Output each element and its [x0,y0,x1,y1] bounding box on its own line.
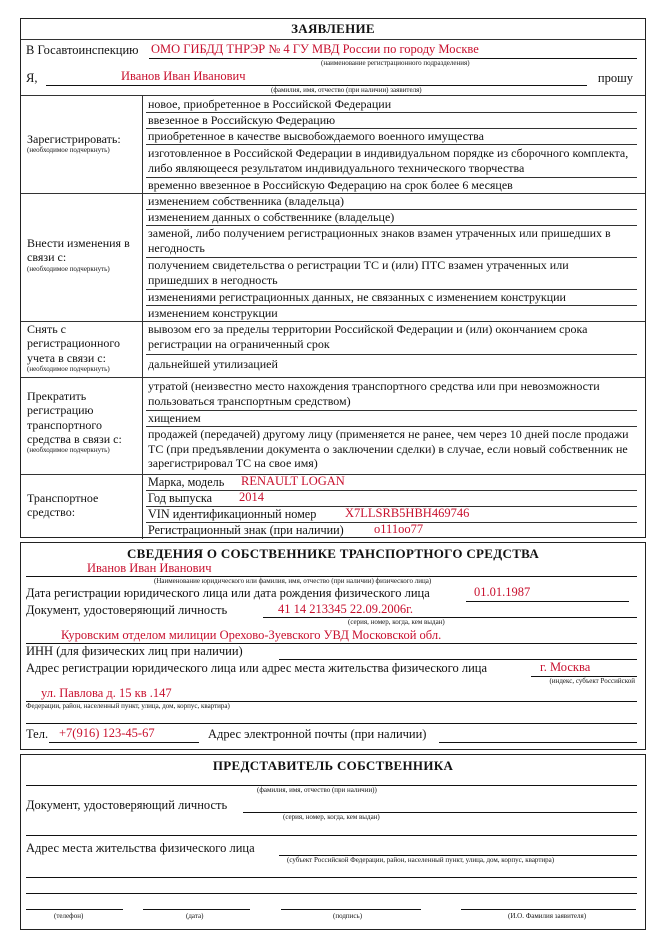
terminate-note: (необходимое подчеркнуть) [27,446,110,455]
inn-label: ИНН (для физических лиц при наличии) [26,644,243,658]
terminate-label-text: Прекратить регистрацию транспортного средства в связи с: [27,389,122,446]
register-option[interactable]: ввезенное в Российскую Федерацию [148,113,336,127]
id-doc-value[interactable]: 41 14 213345 22.09.2006г. [278,602,413,616]
owner-title: СВЕДЕНИЯ О СОБСТВЕННИКЕ ТРАНСПОРТНОГО СРЕДСТВА [126,546,540,561]
owner-name[interactable]: Иванов Иван Иванович [87,561,212,575]
register-note: (необходимое подчеркнуть) [27,146,110,155]
sig-name-line[interactable] [461,909,636,910]
plate-value[interactable]: о111оо77 [374,522,424,536]
email-line[interactable] [439,742,637,743]
deregister-note: (необходимое подчеркнуть) [27,364,110,373]
applicant-caption: (фамилия, имя, отчество (при наличии) заявителя) [271,86,422,94]
address-extra-line [26,723,637,724]
column-divider [142,474,143,539]
column-divider [142,95,143,475]
id-doc-label: Документ, удостоверяющий личность [26,603,228,617]
rep-doc-label: Документ, удостоверяющий личность [26,798,228,812]
register-option[interactable]: новое, приобретенное в Российской Федерации [148,97,392,111]
street-value[interactable]: ул. Павлова д. 15 кв .147 [41,686,172,700]
birth-date-line [466,601,629,602]
year-label: Год выпуска [148,491,213,505]
rep-address-extra-line-2[interactable] [26,893,637,894]
phone-value[interactable]: +7(916) 123-45-67 [59,726,155,740]
to-prefix: В Госавтоинспекцию [26,43,139,57]
rep-address-extra-line[interactable] [26,877,637,878]
plate-label: Регистрационный знак (при наличии) [148,523,344,537]
register-label-text: Зарегистрировать: [27,132,121,146]
changes-option[interactable]: заменой, либо получением регистрационных знаков взамен утраченных или пришедших в негодность [148,226,611,255]
changes-note: (необходимое подчеркнуть) [27,264,110,273]
terminate-option[interactable]: утратой (неизвестно место нахождения транспортного средства или при невозможности пользоваться транспортным средством) [148,379,600,408]
deregister-option[interactable]: дальнейшей утилизацией [148,357,278,371]
register-label [27,132,142,155]
city-value[interactable]: г. Москва [540,660,591,674]
rep-doc-extra-line[interactable] [26,835,637,836]
sig-signature-caption: (подпись) [333,912,363,920]
ask-label: прошу [597,71,633,85]
terminate-option[interactable]: продажей (передачей) другому лицу (применяется не ранее, чем через 10 дней после продажи ТС (при предъявлении документа о заключении сделки) в случае, если новый собственник не зарегистрировал ТС на свое имя) [148,427,629,471]
rep-doc-caption: (серия, номер, когда, кем выдан) [283,813,380,821]
rep-name-caption: (фамилия, имя, отчество (при наличии)) [257,786,377,794]
i-label: Я, [26,71,38,85]
sig-name-caption: (И.О. Фамилия заявителя) [508,912,587,920]
statement-title: ЗАЯВЛЕНИЕ [291,21,375,36]
applicant-name[interactable]: Иванов Иван Иванович [121,69,246,83]
make-label: Марка, модель [148,475,225,489]
vehicle-label: Транспортное средство: [27,491,99,520]
sig-phone-caption: (телефон) [54,912,84,920]
terminate-label [27,389,142,455]
representative-title: ПРЕДСТАВИТЕЛЬ СОБСТВЕННИКА [212,758,454,773]
sig-phone-line[interactable] [26,909,123,910]
option-underline [146,490,637,491]
address-caption: Федерации, район, населенный пункт, улица, дом, корпус, квартира) [26,702,230,710]
changes-option[interactable]: изменениями регистрационных данных, не связанных с изменением конструкции [148,290,566,304]
inspection-caption: (наименование регистрационного подразделения) [321,59,470,67]
vin-label: VIN идентификационный номер [148,507,317,521]
register-option[interactable]: изготовленное в Российской Федерации в индивидуальном порядке из сборочного комплекта, либо являющееся результатом индивидуального технического творчества [148,146,629,175]
sig-date-caption: (дата) [186,912,204,920]
id-doc-caption: (серия, номер, когда, кем выдан) [348,618,445,626]
sig-date-line[interactable] [143,909,250,910]
phone-label: Тел. [26,727,49,741]
year-value[interactable]: 2014 [239,490,264,504]
changes-label-text: Внести изменения в связи с: [27,236,130,265]
owner-name-caption: (Наименование юридического или фамилия, имя, отчество (при наличии) физического лица) [154,577,432,585]
inspection-name[interactable]: ОМО ГИБДД ТНРЭР № 4 ГУ МВД России по городу Москве [151,42,479,56]
rep-address-label: Адрес места жительства физического лица [26,841,255,855]
register-option[interactable]: временно ввезенное в Российскую Федерацию на срок более 6 месяцев [148,178,513,192]
region-caption: (индекс, субъект Российской [549,677,635,685]
changes-option[interactable]: изменением данных о собственнике (владельце) [148,210,395,224]
changes-option[interactable]: получением свидетельства о регистрации ТС и (или) ПТС взамен утраченных или пришедших в негодность [148,258,569,287]
statement-section [20,18,646,538]
option-underline [146,354,637,355]
option-underline [146,144,637,145]
deregister-option[interactable]: вывозом его за пределы территории Российской Федерации и (или) окончанием срока регистрации на ограниченный срок [148,322,588,351]
changes-option[interactable]: изменением конструкции [148,306,278,320]
sig-signature-line[interactable] [281,909,421,910]
changes-option[interactable]: изменением собственника (владельца) [148,194,345,208]
birth-date-value[interactable]: 01.01.1987 [474,585,531,599]
issuer-value[interactable]: Куровским отделом милиции Орехово-Зуевского УВД Московской обл. [61,628,442,642]
vin-value[interactable]: X7LLSRB5HBH469746 [345,506,470,520]
birth-date-label: Дата регистрации юридического лица или дата рождения физического лица [26,586,430,600]
divider [21,39,645,40]
register-option[interactable]: приобретенное в качестве высвобождаемого военного имущества [148,129,484,143]
owner-section [20,542,646,750]
id-doc-line [263,617,637,618]
email-label: Адрес электронной почты (при наличии) [208,727,427,741]
deregister-label-text: Снять с регистрационного учета в связи с: [27,322,121,365]
address-label: Адрес регистрации юридического лица или адрес места жительства физического лица [26,661,488,675]
divider [21,95,645,96]
changes-label [27,236,142,274]
terminate-option[interactable]: хищением [148,411,201,425]
divider [21,377,645,378]
phone-line [49,742,199,743]
representative-section [20,754,646,930]
deregister-label [27,322,142,374]
make-value[interactable]: RENAULT LOGAN [241,474,345,488]
rep-address-caption: (субъект Российской Федерации, район, населенный пункт, улица, дом, корпус, квартира) [287,856,555,864]
